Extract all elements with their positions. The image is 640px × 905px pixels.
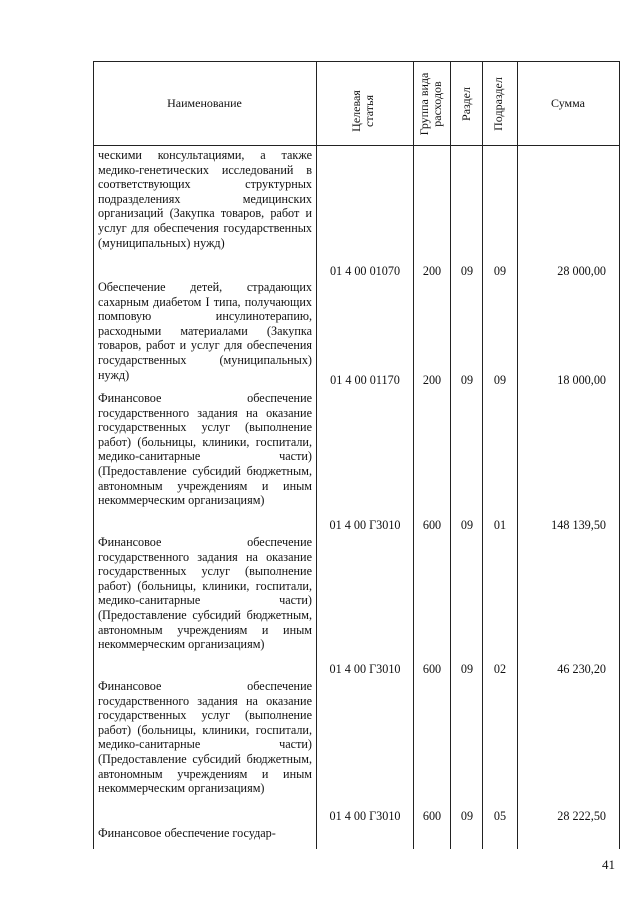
row-description: Финансовое обеспечение государственного задания на оказание государственных услуг (выполнение работ) (больницы, клиники, госпитали, медико-санитарные части) (Предоставление субсидий бюджетным, автономным учреждениям и иным некоммерческим организациям)	[98, 535, 312, 652]
row-sum: 28 000,00	[557, 264, 606, 278]
column-border	[482, 61, 483, 849]
row-subsection: 09	[493, 264, 507, 278]
column-border	[316, 61, 317, 849]
row-expense-group: 200	[422, 264, 442, 278]
row-target-code: 01 4 00 01070	[329, 264, 401, 278]
row-subsection: 09	[493, 373, 507, 387]
row-description: Финансовое обеспечение государ-	[98, 826, 276, 840]
column-border	[619, 61, 620, 849]
row-description: Финансовое обеспечение государственного задания на оказание государственных услуг (выполнение работ) (больницы, клиники, госпитали, медико-санитарные части) (Предоставление субсидий бюджетным, автономным учреждениям и иным некоммерческим организациям)	[98, 679, 312, 796]
row-description: Финансовое обеспечение государственного задания на оказание государственных услуг (выполнение работ) (больницы, клиники, госпитали, медико-санитарные части) (Предоставление субсидий бюджетным, автономным учреждениям и иным некоммерческим организациям)	[98, 391, 312, 508]
row-description: ческими консультациями, а также медико-генетических исследований в соответствующих структурных подразделениях медицинских организаций (Закупка товаров, работ и услуг для обеспечения государственных (муниципальных) нужд)	[98, 148, 312, 250]
header-subsection: Подраздел	[491, 77, 505, 131]
row-section: 09	[460, 264, 474, 278]
row-section: 09	[460, 518, 474, 532]
row-section: 09	[460, 662, 474, 676]
header-sum: Сумма	[551, 96, 585, 110]
row-subsection: 02	[493, 662, 507, 676]
header-name: Наименование	[167, 96, 242, 110]
row-subsection: 05	[493, 809, 507, 823]
row-target-code: 01 4 00 Г3010	[329, 809, 401, 823]
row-target-code: 01 4 00 Г3010	[329, 662, 401, 676]
table-top-border	[93, 61, 619, 62]
page-number: 41	[602, 857, 615, 872]
row-sum: 46 230,20	[557, 662, 606, 676]
row-target-code: 01 4 00 Г3010	[329, 518, 401, 532]
row-subsection: 01	[493, 518, 507, 532]
column-border	[93, 61, 94, 849]
column-border	[517, 61, 518, 849]
row-sum: 18 000,00	[557, 373, 606, 387]
row-expense-group: 600	[422, 662, 442, 676]
row-description: Обеспечение детей, страдающих сахарным диабетом I типа, получающих помповую инсулинотерапию, расходными материалами (Закупка товаров, работ и услуг для обеспечения государственных (муниципальных) нужд)	[98, 280, 312, 382]
row-section: 09	[460, 373, 474, 387]
row-expense-group: 200	[422, 373, 442, 387]
row-target-code: 01 4 00 01170	[330, 373, 400, 387]
header-target: Целевая статья	[349, 90, 376, 132]
row-sum: 148 139,50	[551, 518, 606, 532]
row-section: 09	[460, 809, 474, 823]
row-expense-group: 600	[422, 809, 442, 823]
column-border	[450, 61, 451, 849]
header-group: Группа вида расходов	[417, 72, 444, 136]
column-border	[413, 61, 414, 849]
row-expense-group: 600	[422, 518, 442, 532]
row-sum: 28 222,50	[557, 809, 606, 823]
header-section: Раздел	[459, 87, 473, 121]
